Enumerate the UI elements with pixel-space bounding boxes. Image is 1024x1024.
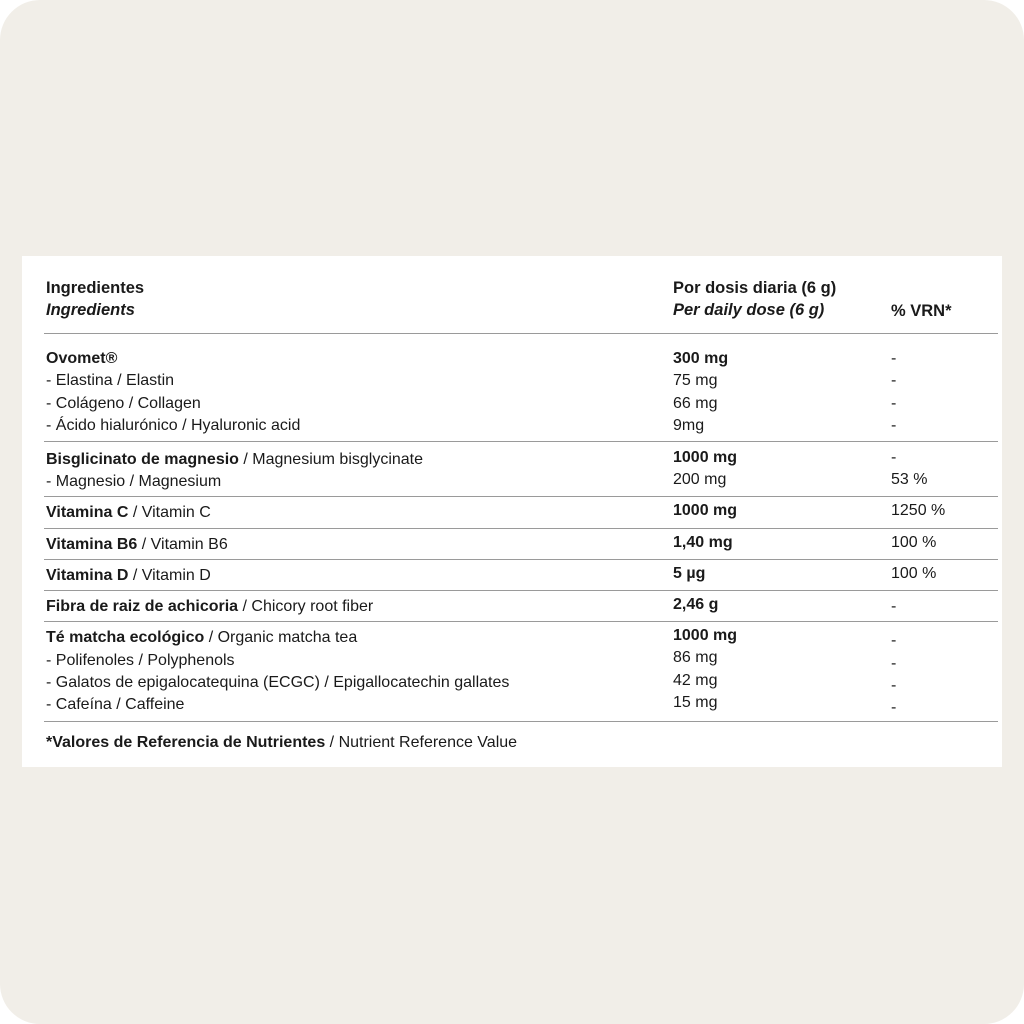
vrn-cell: - [891,372,897,389]
ingredient-name: Vitamina B6 [46,536,138,553]
divider [44,496,998,497]
ingredient-name: Fibra de raiz de achicoria [46,598,239,615]
nutrition-table [22,256,1002,767]
ingredient-name-en: / Vitamin C [128,504,211,521]
amount-cell: 1000 mg [673,502,738,519]
amount-cell: 1000 mg [673,449,738,466]
table-row [46,502,211,524]
ingredient-name: Ovomet® [46,350,118,367]
header-dose-en: Per daily dose (6 g) [673,301,825,319]
divider [44,621,998,622]
vrn-cell: 1250 % [891,502,946,519]
footnote [46,732,517,754]
ingredient-sub: - Galatos de epigalocatequina (ECGC) / Epigallocatechin gallates [46,674,510,691]
table-row [46,596,373,618]
amount-cell: 200 mg [673,471,727,488]
ingredient-sub: - Cafeína / Caffeine [46,696,185,713]
divider [44,590,998,591]
vrn-cell: 53 % [891,471,928,488]
vrn-cell: 100 % [891,534,937,551]
ingredient-name-en: / Organic matcha tea [204,629,358,646]
ingredient-sub: - Magnesio / Magnesium [46,473,222,490]
ingredient-name: Té matcha ecológico [46,629,205,646]
amount-cell: 5 µg [673,565,706,582]
divider [44,333,998,334]
vrn-cell: - [891,699,897,716]
ingredient-sub: - Colágeno / Collagen [46,395,201,412]
amount-cell: 1,40 mg [673,534,733,551]
footnote-rest: / Nutrient Reference Value [325,734,518,751]
ingredient-sub: - Elastina / Elastin [46,372,175,389]
header-ingredients-es: Ingredientes [46,279,145,297]
vrn-cell: 100 % [891,565,937,582]
ingredient-sub: - Ácido hialurónico / Hyaluronic acid [46,417,301,434]
vrn-cell: - [891,395,897,412]
vrn-cell: - [891,598,897,615]
vrn-cell: - [891,417,897,434]
table-row [46,534,228,556]
amount-cell: 300 mg [673,350,729,367]
ingredient-sub: - Polifenoles / Polyphenols [46,652,235,669]
footnote-bold: *Valores de Referencia de Nutrientes [46,734,326,751]
ingredient-name-en: / Vitamin D [128,567,211,584]
amount-cell: 15 mg [673,694,718,711]
divider [44,528,998,529]
table-row [46,565,211,587]
amount-cell: 42 mg [673,672,718,689]
amount-cell: 66 mg [673,395,718,412]
amount-cell: 86 mg [673,649,718,666]
ingredient-name: Bisglicinato de magnesio [46,451,239,468]
ingredient-name-en: / Vitamin B6 [137,536,228,553]
ingredient-name-en: / Chicory root fiber [238,598,374,615]
divider [44,441,998,442]
ingredient-name-en: / Magnesium bisglycinate [238,451,424,468]
header-ingredients-en: Ingredients [46,301,135,319]
vrn-cell: - [891,677,897,694]
divider [44,721,998,722]
vrn-cell: - [891,655,897,672]
divider [44,559,998,560]
ingredient-name: Vitamina D [46,567,129,584]
table-row [46,627,357,649]
table-row [46,449,423,471]
header-dose-es: Por dosis diaria (6 g) [673,279,837,297]
vrn-cell: - [891,350,897,367]
amount-cell: 75 mg [673,372,718,389]
ingredient-name: Vitamina C [46,504,129,521]
vrn-cell: - [891,449,897,466]
header-vrn: % VRN* [891,302,952,320]
amount-cell: 1000 mg [673,627,738,644]
amount-cell: 2,46 g [673,596,719,613]
amount-cell: 9mg [673,417,705,434]
vrn-cell: - [891,632,897,649]
table-row [46,348,117,370]
